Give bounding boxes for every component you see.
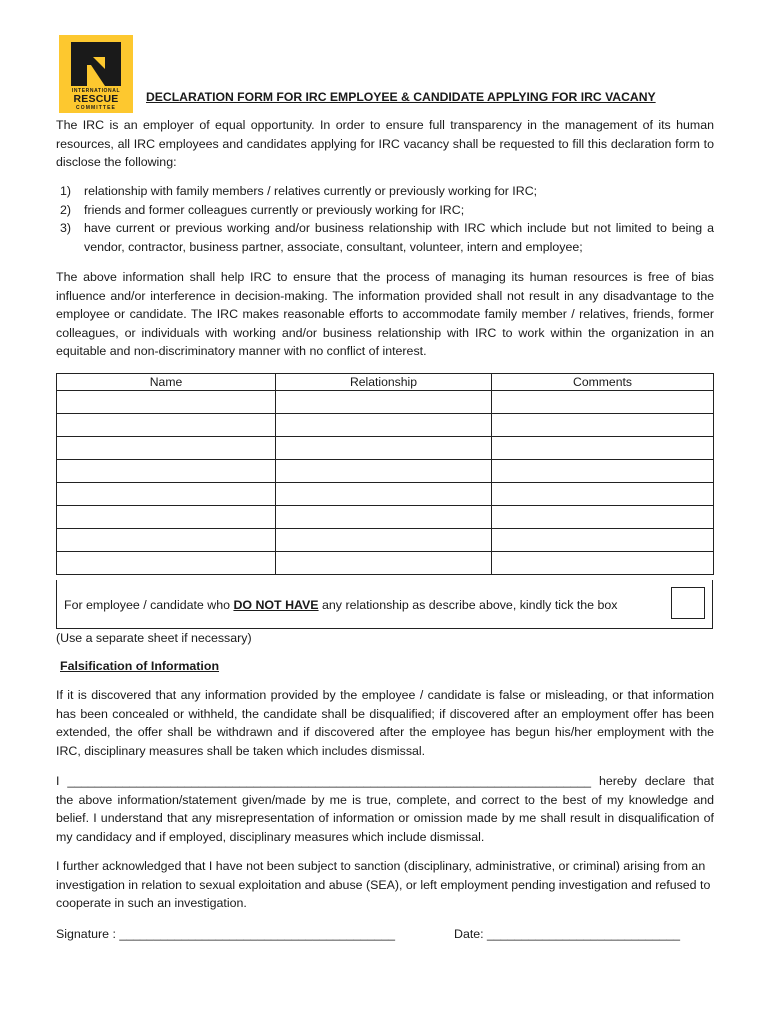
name-cell[interactable]	[57, 506, 276, 529]
list-item	[56, 201, 714, 220]
table-row	[57, 437, 714, 460]
table-row	[57, 483, 714, 506]
table-row	[57, 414, 714, 437]
list-item	[56, 219, 714, 256]
column-header-relationship: Relationship	[276, 374, 492, 391]
date-field[interactable]: Date: ____________________________	[454, 927, 681, 941]
relationship-cell[interactable]	[276, 460, 492, 483]
purpose-paragraph: The above information shall help IRC to ensure that the process of managing its human resources is free of bias influence and/or interference in decision-making. The information provided shall not result in any disadvantage to the employee or candidate. The IRC makes reasonable efforts to accommodate family member / relatives, friends, former colleagues, or individuals with working and/or business relationship with IRC to work within the organization in an equitable and non-discriminatory manner with no conflict of interest.	[56, 270, 714, 359]
comments-cell[interactable]	[492, 483, 714, 506]
name-cell[interactable]	[57, 483, 276, 506]
name-cell[interactable]	[57, 460, 276, 483]
list-item-text: have current or previous working and/or business relationship with IRC which include but not limited to being a vendor, contractor, business partner, associate, consultant, volunteer, intern and employee;	[84, 221, 714, 254]
list-item-text: relationship with family members / relatives currently or previously working for IRC;	[84, 184, 538, 198]
relationship-cell[interactable]	[276, 529, 492, 552]
no-relationship-section	[56, 580, 713, 629]
column-header-comments: Comments	[492, 374, 714, 391]
no-relationship-statement	[64, 596, 618, 615]
name-cell[interactable]	[57, 529, 276, 552]
logo-line-international: INTERNATIONAL	[71, 88, 121, 94]
no-relationship-emphasis: DO NOT HAVE	[233, 598, 319, 612]
name-cell[interactable]	[57, 391, 276, 414]
separate-sheet-note: (Use a separate sheet if necessary)	[56, 631, 252, 645]
comments-cell[interactable]	[492, 391, 714, 414]
declaration-paragraph: I ____________________________________________________________________________ hereby declare that the above information/statement given/made by me is true, complete, and correct to the best of my knowledge and belief. I understand that any misrepresentation of information or omission made by me shall result in disqualification of my candidacy and if employed, disciplinary measures which include dismissal.	[56, 774, 714, 844]
table-row	[57, 552, 714, 575]
page-title: DECLARATION FORM FOR IRC EMPLOYEE & CANDIDATE APPLYING FOR IRC VACANY	[146, 90, 656, 104]
relationship-cell[interactable]	[276, 506, 492, 529]
relationship-cell[interactable]	[276, 483, 492, 506]
falsification-heading: Falsification of Information	[60, 659, 220, 673]
list-item-number: 2)	[60, 202, 72, 217]
list-item-text: friends and former colleagues currently or previously working for IRC;	[84, 202, 465, 217]
table-header-row	[57, 374, 714, 391]
table-row	[57, 460, 714, 483]
relationship-cell[interactable]	[276, 391, 492, 414]
name-cell[interactable]	[57, 414, 276, 437]
signature-field[interactable]: Signature : ________________________________________	[56, 927, 396, 941]
relationship-table	[56, 373, 714, 575]
list-item-number: 1)	[60, 184, 72, 198]
comments-cell[interactable]	[492, 529, 714, 552]
comments-cell[interactable]	[492, 460, 714, 483]
relationship-cell[interactable]	[276, 437, 492, 460]
name-cell[interactable]	[57, 552, 276, 575]
column-header-name: Name	[57, 374, 276, 391]
table-row	[57, 391, 714, 414]
no-relationship-prefix: For employee / candidate who	[64, 598, 234, 612]
comments-cell[interactable]	[492, 552, 714, 575]
table-row	[57, 529, 714, 552]
logo-line-rescue: RESCUE	[73, 93, 119, 105]
list-item-number: 3)	[60, 221, 72, 236]
falsification-paragraph: If it is discovered that any information provided by the employee / candidate is false or misleading, or that information has been concealed or withheld, the candidate shall be disqualified; if discovered after an employment offer has been extended, the offer shall be withdrawn and if discovered after the employee has begun his/her employment with the IRC, disciplinary measures shall be taken which includes dismissal.	[56, 688, 714, 758]
list-item	[56, 182, 714, 201]
relationship-cell[interactable]	[276, 414, 492, 437]
name-cell[interactable]	[57, 437, 276, 460]
comments-cell[interactable]	[492, 437, 714, 460]
intro-paragraph: The IRC is an employer of equal opportunity. In order to ensure full transparency in the management of its human resources, all IRC employees and candidates applying for IRC vacancy shall be requested to fill this declaration form to disclose the following:	[56, 118, 714, 170]
irc-logo	[59, 35, 133, 113]
table-row	[57, 506, 714, 529]
sea-acknowledgement-paragraph: I further acknowledged that I have not been subject to sanction (disciplinary, administrative, or criminal) arising from an investigation in relation to sexual exploitation and abuse (SEA), or left employment pending investigation and refused to cooperate in such an investigation.	[56, 859, 711, 911]
no-relationship-suffix: any relationship as describe above, kindly tick the box	[318, 598, 618, 612]
no-relationship-checkbox[interactable]	[671, 587, 705, 619]
comments-cell[interactable]	[492, 506, 714, 529]
comments-cell[interactable]	[492, 414, 714, 437]
logo-line-committee: COMMITTEE	[76, 105, 116, 111]
relationship-cell[interactable]	[276, 552, 492, 575]
disclosure-list	[56, 182, 714, 256]
